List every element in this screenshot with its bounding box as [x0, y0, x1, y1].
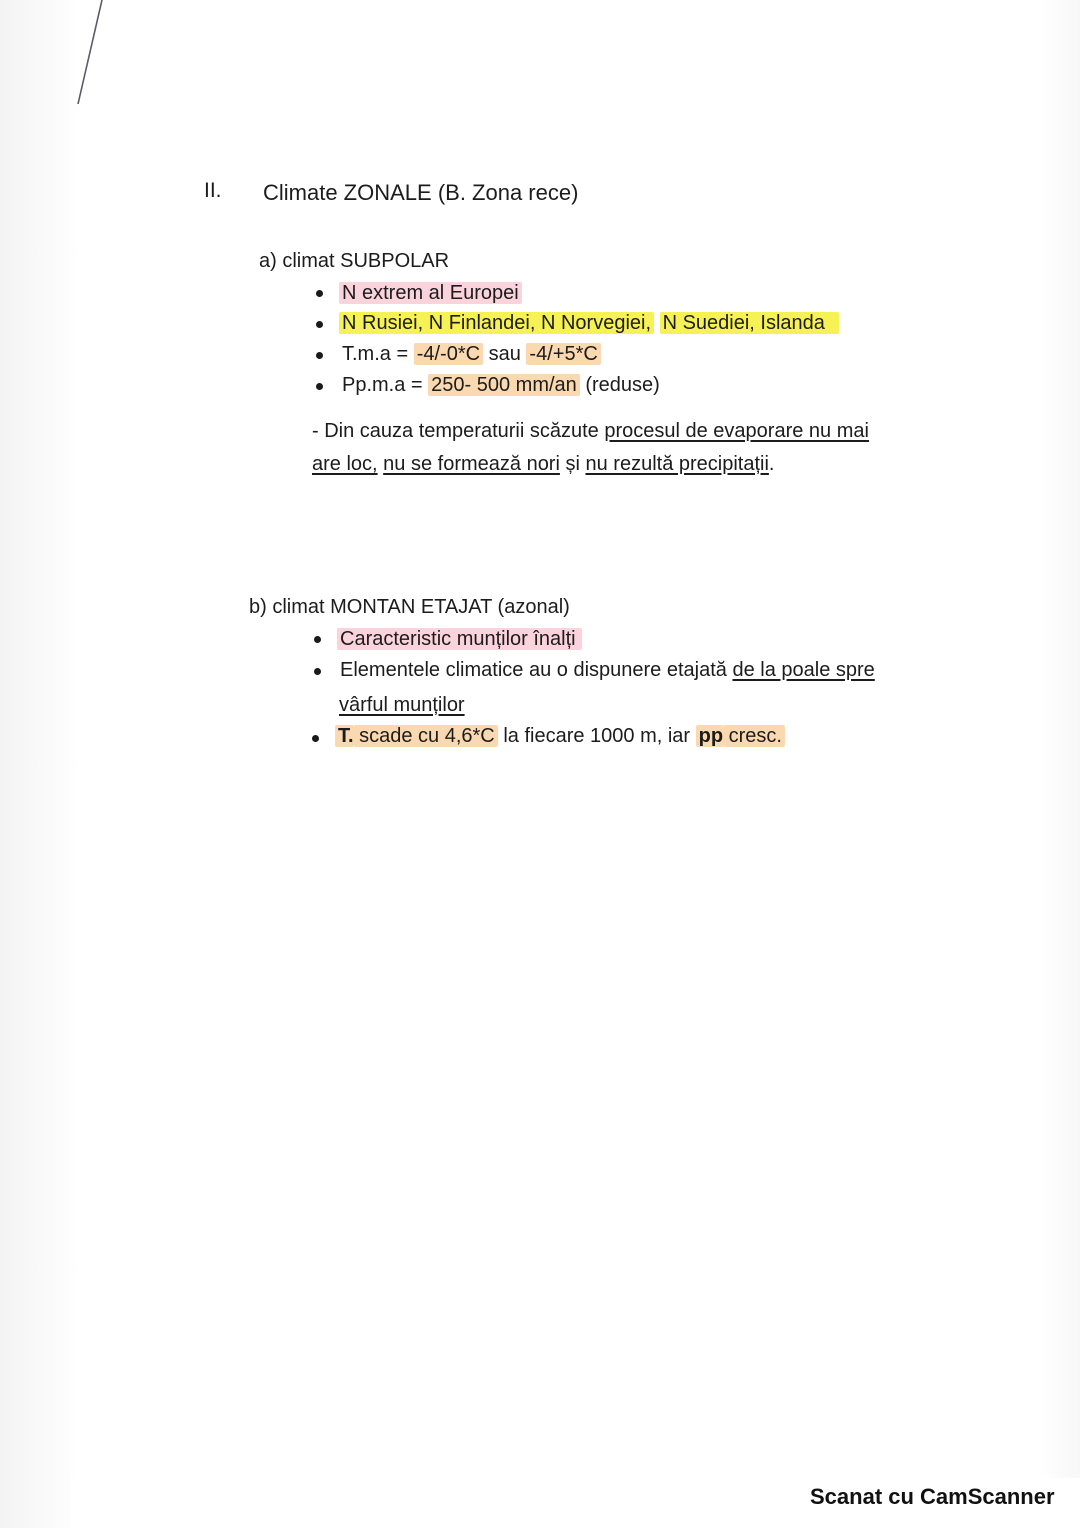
underlined-text: vârful munților: [339, 694, 465, 716]
montane-temperature-item: [335, 723, 785, 749]
highlighted-text: N Rusiei, N Finlandei, N Norvegiei,: [339, 312, 654, 334]
text-segment: sau: [483, 343, 527, 365]
bullet-dot: [314, 668, 321, 675]
subpolar-countries-item: [339, 310, 839, 336]
underlined-text: nu rezultă precipitații: [585, 453, 769, 475]
bullet-dot: [316, 321, 323, 328]
subpolar-note-line2: [312, 451, 774, 477]
text-segment: - Din cauza temperaturii scăzute: [312, 420, 605, 442]
underlined-text: are loc,: [312, 453, 378, 475]
text-segment: Pp.m.a =: [342, 374, 429, 396]
bullet-dot: [312, 735, 319, 742]
highlighted-text: N Suediei, Islanda: [660, 312, 839, 334]
highlighted-text: -4/+5*C: [526, 343, 600, 365]
montane-heading: b) climat MONTAN ETAJAT (azonal): [249, 596, 570, 618]
subpolar-precipitation-item: [342, 372, 660, 398]
highlighted-text: pp: [696, 725, 723, 747]
bullet-dot: [314, 636, 321, 643]
subpolar-location-item: [339, 280, 522, 306]
text-segment: T.m.a =: [342, 343, 414, 365]
underlined-text: nu se formează nori: [383, 453, 560, 475]
text-segment: Elementele climatice au o dispunere etajată: [340, 659, 733, 681]
montane-characteristic-item: [337, 626, 582, 652]
highlighted-text: N extrem al Europei: [339, 282, 522, 304]
underlined-text: procesul de evaporare nu mai: [604, 420, 869, 442]
montane-elements-item-line2: [339, 692, 465, 718]
highlighted-text: 250- 500 mm/an: [428, 374, 580, 396]
highlighted-text: -4/-0*C: [414, 343, 483, 365]
section-number: II.: [204, 179, 222, 202]
highlighted-text: Caracteristic munților înalți: [337, 628, 582, 650]
text-segment: (reduse): [579, 374, 660, 396]
pen-mark-stroke: [70, 0, 140, 110]
camscanner-watermark: Scanat cu CamScanner: [810, 1484, 1055, 1509]
bullet-dot: [316, 383, 323, 390]
text-segment: și: [559, 453, 586, 475]
highlighted-text: scade cu 4,6*C: [354, 725, 498, 747]
text-segment: .: [768, 453, 775, 475]
subpolar-temperature-item: [342, 341, 601, 367]
subpolar-heading: a) climat SUBPOLAR: [259, 250, 450, 272]
underlined-text: de la poale spre: [732, 659, 875, 681]
subpolar-note-line1: [312, 418, 869, 444]
montane-elements-item-line1: [340, 657, 875, 683]
bullet-dot: [316, 352, 323, 359]
section-title: Climate ZONALE (B. Zona rece): [263, 180, 579, 205]
bullet-dot: [316, 290, 323, 297]
highlighted-text: cresc.: [723, 725, 785, 747]
text-segment: la fiecare 1000 m, iar: [497, 725, 696, 747]
highlighted-text: T.: [335, 725, 354, 747]
